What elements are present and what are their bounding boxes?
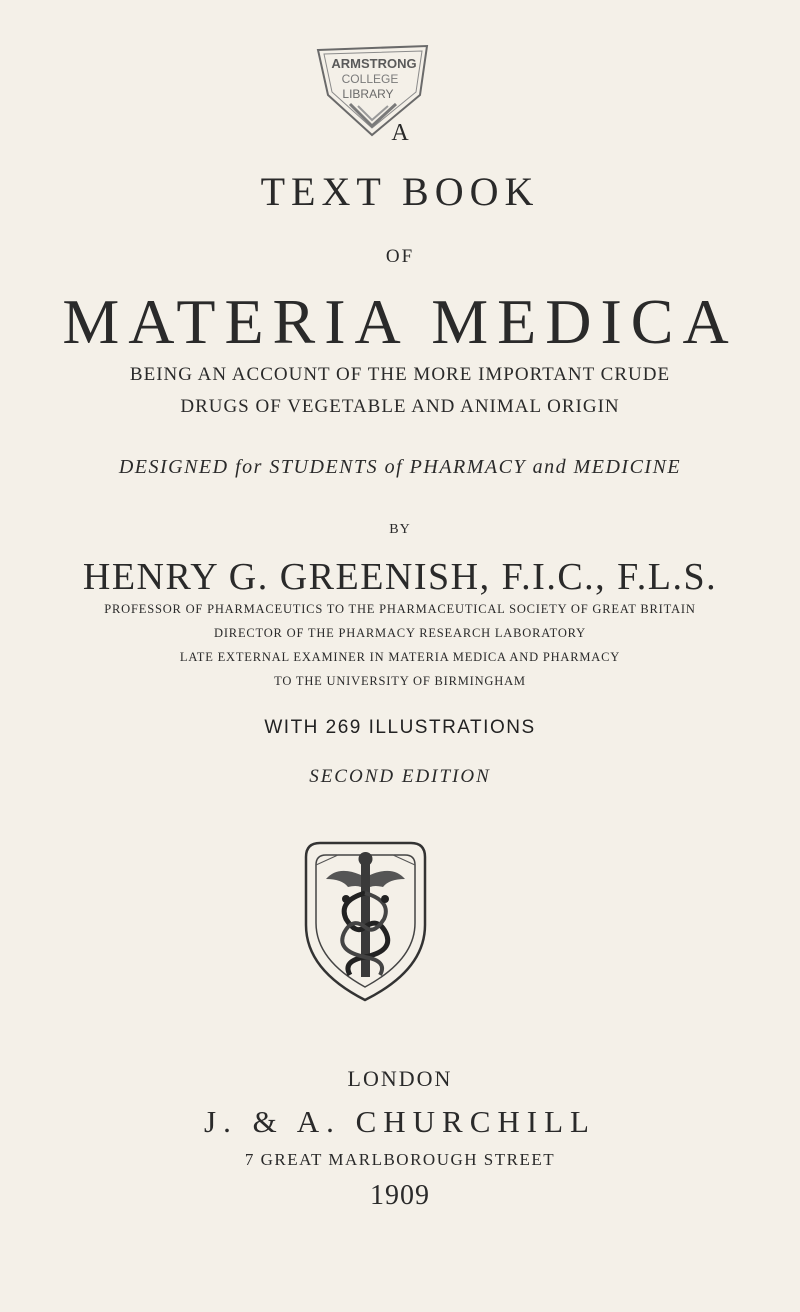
author-name: HENRY G. GREENISH, F.I.C., F.L.S.: [82, 556, 718, 598]
title-article: A: [391, 120, 409, 146]
author-credential: PROFESSOR OF PHARMACEUTICS TO THE PHARMACEUTICAL SOCIETY OF GREAT BRITAIN: [104, 602, 696, 616]
author-credential: DIRECTOR OF THE PHARMACY RESEARCH LABORATORY: [214, 626, 586, 640]
svg-text:ARMSTRONG: ARMSTRONG: [331, 56, 417, 71]
title-of: OF: [385, 246, 415, 267]
title-line-text-book: TEXT BOOK: [260, 169, 540, 214]
imprint-publisher: J. & A. CHURCHILL: [204, 1104, 596, 1139]
illustrations-note: WITH 269 ILLUSTRATIONS: [264, 717, 536, 738]
author-credential: LATE EXTERNAL EXAMINER IN MATERIA MEDICA AND PHARMACY: [179, 650, 621, 664]
author-credential: TO THE UNIVERSITY OF BIRMINGHAM: [274, 674, 526, 688]
imprint-year: 1909: [370, 1180, 430, 1211]
publisher-emblem-icon: [298, 835, 433, 1005]
edition-label: SECOND EDITION: [309, 766, 491, 787]
svg-text:COLLEGE: COLLEGE: [341, 72, 399, 86]
imprint-city: LONDON: [347, 1066, 453, 1091]
subtitle-line-1: BEING AN ACCOUNT OF THE MORE IMPORTANT CRUDE: [129, 364, 671, 385]
svg-text:LIBRARY: LIBRARY: [342, 87, 394, 101]
main-title: MATERIA MEDICA: [62, 286, 738, 357]
audience-line: DESIGNED for STUDENTS of PHARMACY and MEDICINE: [118, 456, 682, 478]
by-line: BY: [389, 522, 411, 537]
imprint-address: 7 GREAT MARLBOROUGH STREET: [244, 1150, 556, 1169]
subtitle-line-2: DRUGS OF VEGETABLE AND ANIMAL ORIGIN: [180, 396, 620, 417]
